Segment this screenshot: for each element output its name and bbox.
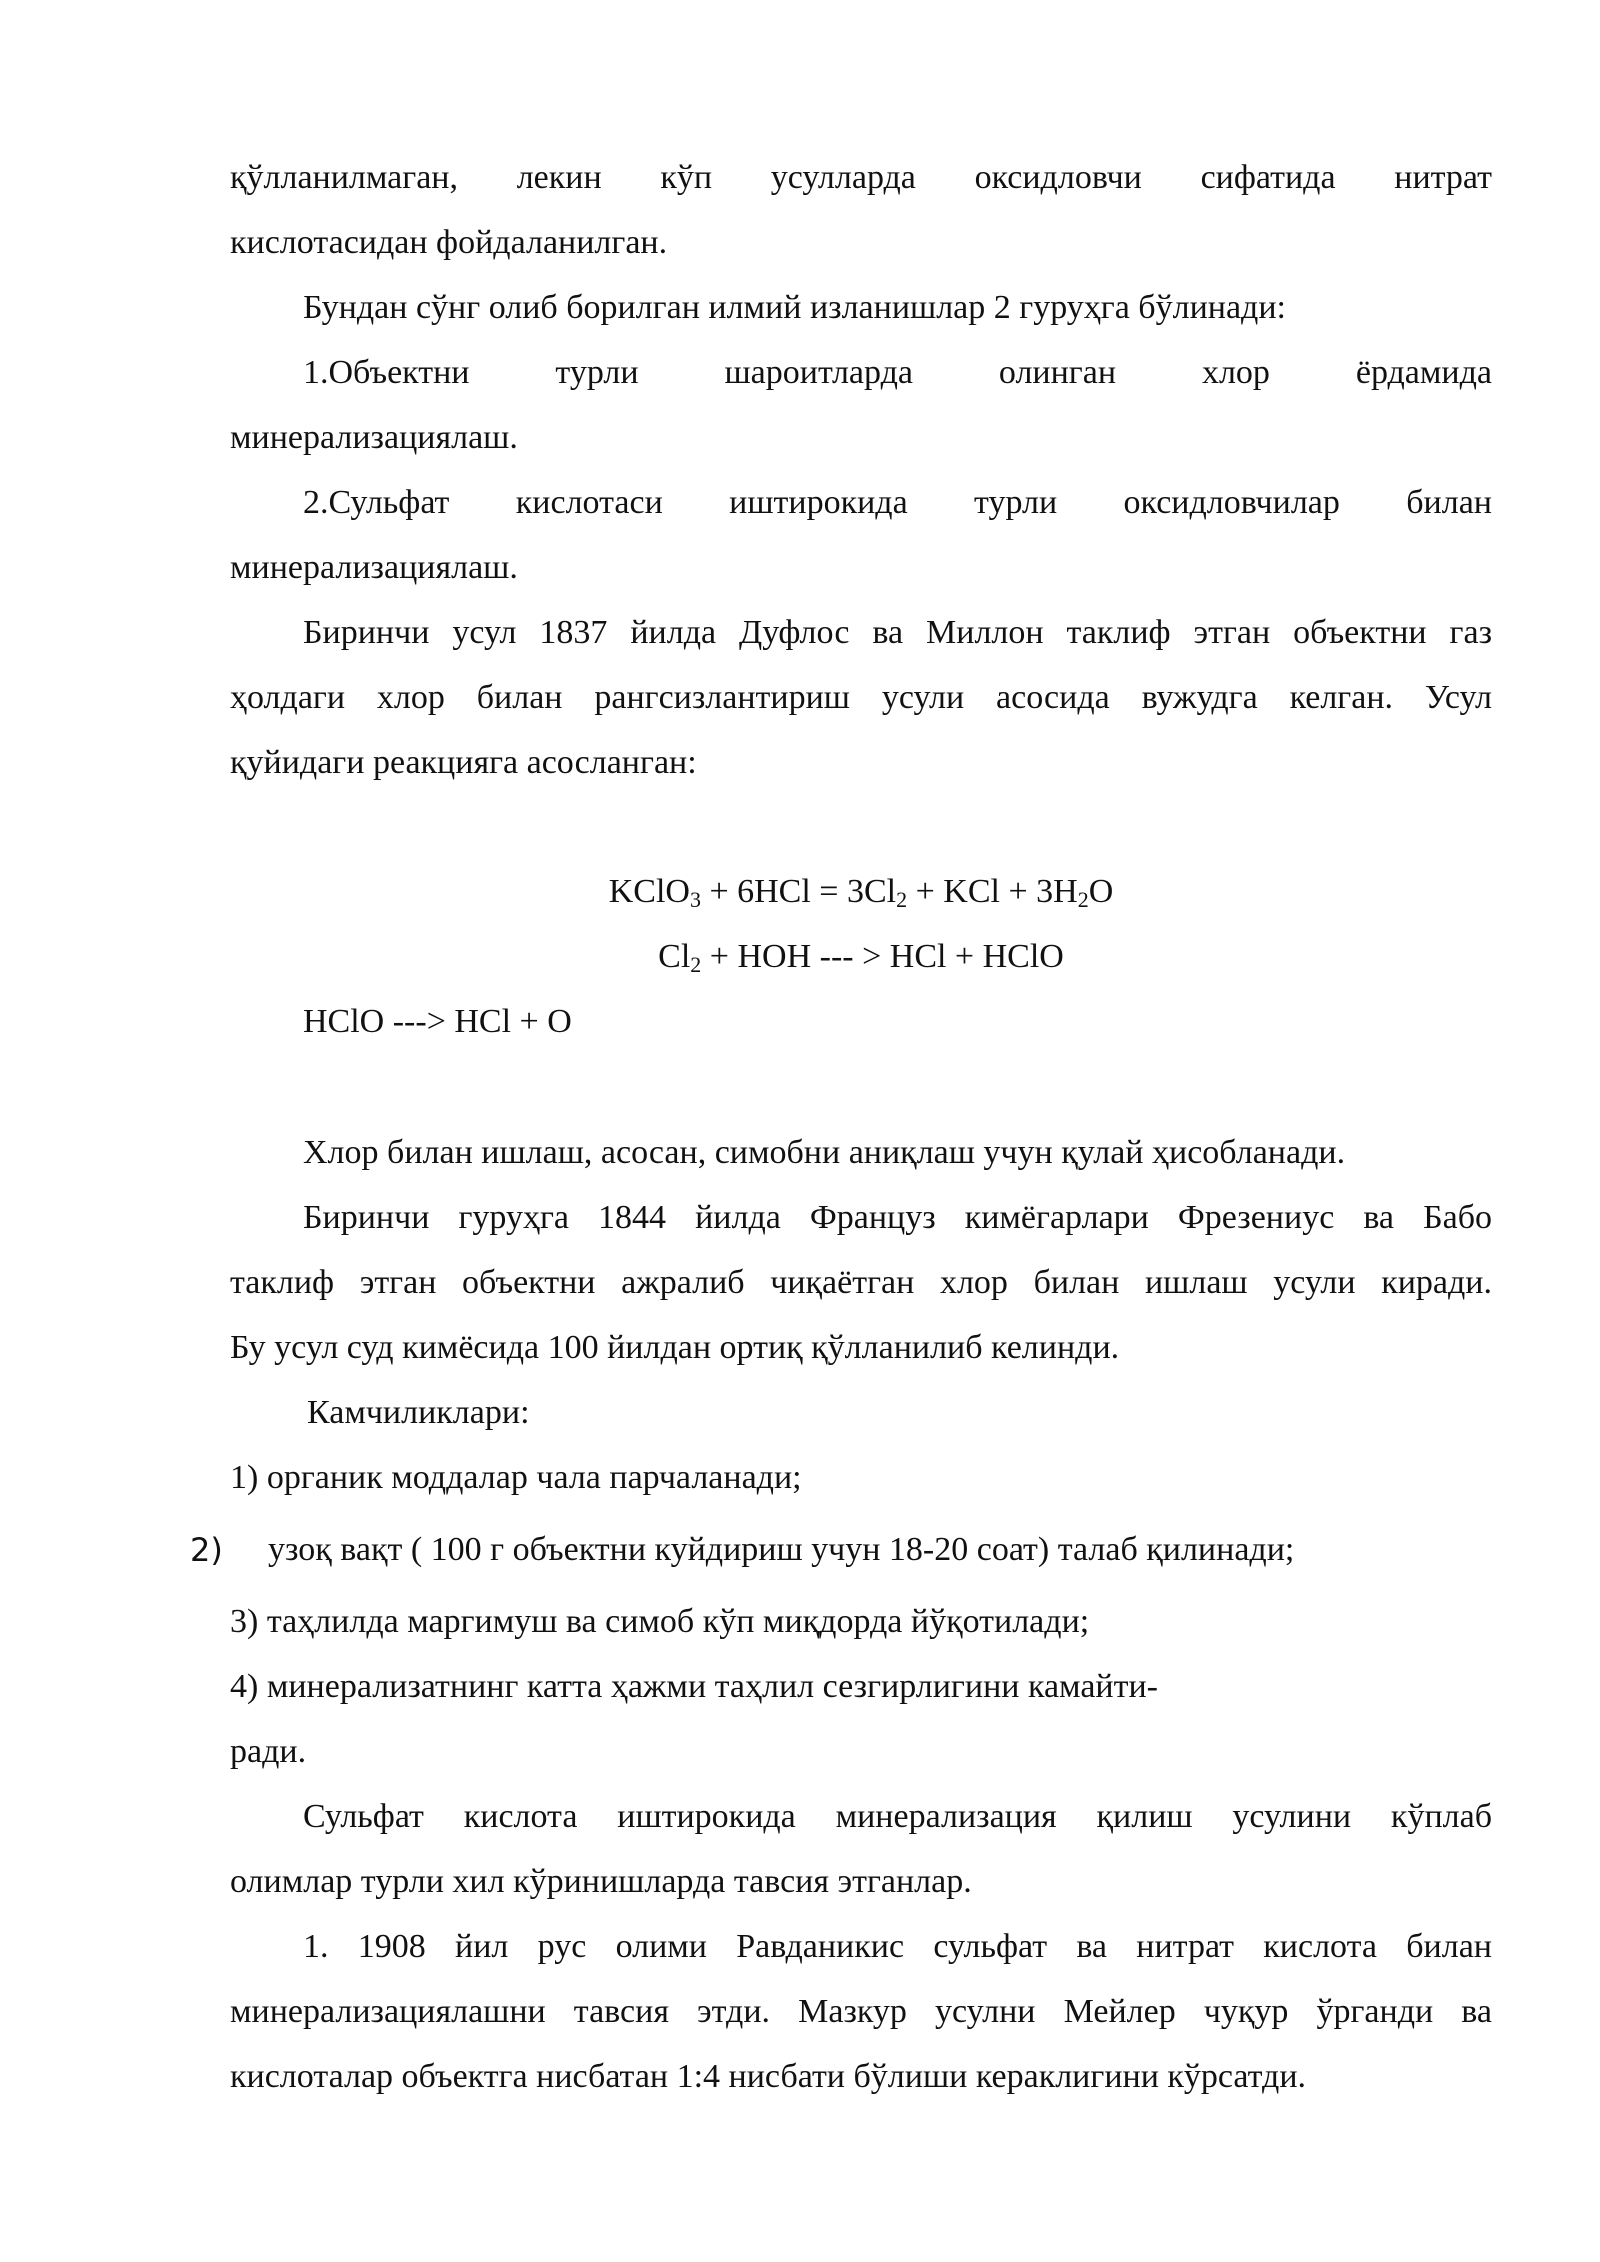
text-line: қуйидаги реакцияга асосланган:: [230, 744, 697, 781]
list-item: 1. 1908 йил рус олими Равданикис сульфат ва нитрат кислота билан: [303, 1928, 1492, 1965]
list-item: 4) минерализатнинг катта ҳажми таҳлил сезгирлигини камайти-: [230, 1668, 1158, 1705]
chemical-equation-3: HClO ---> HCl + O: [303, 1003, 572, 1040]
text-line: Бу усул суд кимёсида 100 йилдан ортиқ қўлланилиб келинди.: [230, 1329, 1120, 1366]
text-line: таклиф этган объектни ажралиб чиқаётган хлор билан ишлаш усули киради.: [230, 1264, 1492, 1301]
text-line: Биринчи усул 1837 йилда Дуфлос ва Миллон таклиф этган объектни газ: [303, 614, 1492, 651]
text-line: ҳолдаги хлор билан рангсизлантириш усули асосида вужудга келган. Усул: [230, 679, 1492, 716]
text-line: минерализациялаш.: [230, 549, 518, 586]
text-line: кислотасидан фойдаланилган.: [230, 224, 668, 261]
text-line: минерализациялашни тавсия этди. Мазкур усулни Мейлер чуқур ўрганди ва: [230, 1993, 1492, 2030]
text-line: минерализациялаш.: [230, 419, 518, 456]
text-line: ради.: [230, 1733, 307, 1770]
text-line: олимлар турли хил кўринишларда тавсия этганлар.: [230, 1863, 972, 1900]
list-number: 2): [190, 1531, 223, 1569]
text-line: Сульфат кислота иштирокида минерализация қилиш усулини кўплаб: [303, 1798, 1492, 1835]
text-line: кислоталар объектга нисбатан 1:4 нисбати бўлиши кераклигини кўрсатди.: [230, 2058, 1307, 2095]
section-heading: Камчиликлари:: [307, 1394, 530, 1431]
text-line: Хлор билан ишлаш, асосан, симобни аниқлаш учун қулай ҳисобланади.: [303, 1134, 1346, 1171]
text-line: Бундан сўнг олиб борилган илмий изланишлар 2 гуруҳга бўлинади:: [303, 289, 1286, 326]
list-item: 2.Сульфат кислотаси иштирокида турли оксидловчилар билан: [303, 484, 1492, 521]
list-item: 1) органик моддалар чала парчаланади;: [230, 1459, 802, 1496]
list-item: 1.Объектни турли шароитларда олинган хлор ёрдамида: [303, 354, 1492, 391]
chemical-equation-1: KClO$_3$ + $6HCl = 3Cl_2$ + KCl + $3H_2O$: [608, 873, 1114, 912]
text-line: Биринчи гуруҳга 1844 йилда Француз кимёгарлари Фрезениус ва Бабо: [303, 1199, 1492, 1236]
list-item: узоқ вақт ( 100 г объектни куйдириш учун 18-20 соат) талаб қилинади;: [268, 1531, 1295, 1568]
chemical-equation-2: $Cl_2$ + HOH --- > HCl + HClO: [658, 938, 1064, 977]
text-line: қўлланилмаган, лекин кўп усулларда оксидловчи сифатида нитрат: [230, 159, 1492, 196]
list-item: 3) таҳлилда маргимуш ва симоб кўп миқдорда йўқотилади;: [230, 1603, 1090, 1640]
